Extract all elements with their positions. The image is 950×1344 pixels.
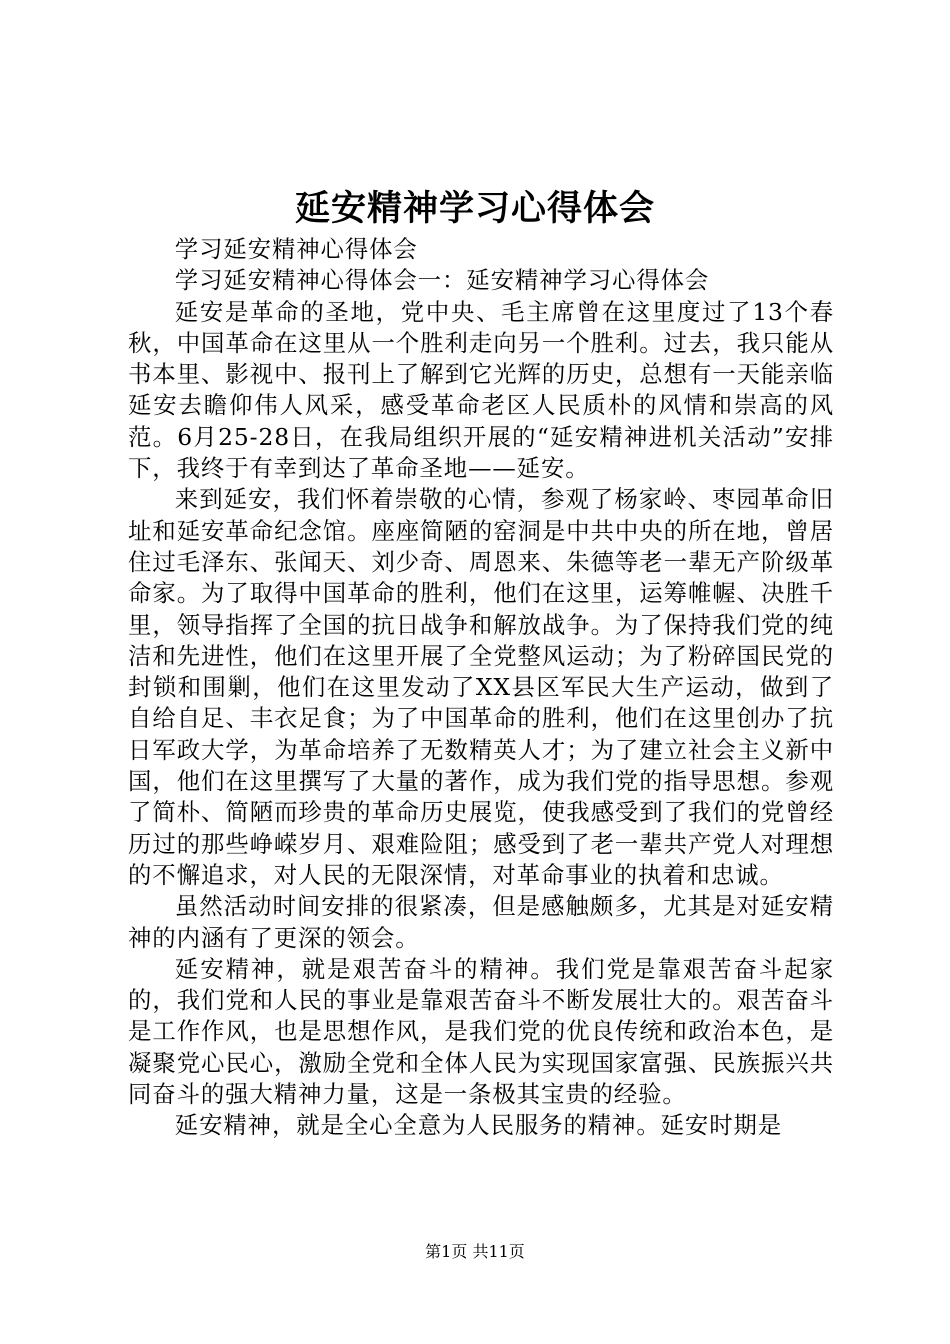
subtitle-paragraph: 学习延安精神心得体会 [174,235,418,263]
body-paragraph: 延安精神，就是艰苦奋斗的精神。我们党是靠艰苦奋斗起家的，我们党和人民的事业是靠艰苦奋斗不断发展壮大的。艰苦奋斗是工作作风，也是思想作风，是我们党的优良传统和政治本色，是凝聚党心民心，激励全党和全体人民为实现国家富强、民族振兴共同奋斗的强大精神力量，这是一条极其宝贵的经验。 [128,954,834,1109]
document-body [128,234,834,1142]
body-paragraph: 延安精神，就是全心全意为人民服务的精神。延安时期是 [174,1111,783,1140]
body-paragraph: 来到延安，我们怀着崇敬的心情，参观了杨家岭、枣园革命旧址和延安革命纪念馆。座座简陋的窑洞是中共中央的所在地，曾居住过毛泽东、张闻天、刘少奇、周恩来、朱德等老一辈无产阶级革命家。为了取得中国革命的胜利，他们在这里，运筹帷幄、决胜千里，领导指挥了全国的抗日战争和解放战争。为了保持我们党的纯洁和先进性，他们在这里开展了全党整风运动；为了粉碎国民党的封锁和围剿，他们在这里发动了XX县区军民大生产运动，做到了自给自足、丰衣足食；为了中国革命的胜利，他们在这里创办了抗日军政大学，为革命培养了无数精英人才；为了建立社会主义新中国，他们在这里撰写了大量的著作，成为我们党的指导思想。参观了简朴、简陋而珍贵的革命历史展览，使我感受到了我们的党曾经历过的那些峥嵘岁月、艰难险阻；感受到了老一辈共产党人对理想的不懈追求，对人民的无限深情，对革命事业的执着和忠诚。 [128,485,834,889]
page-number-footer: 第1页 共11页 [425,1242,525,1261]
body-paragraph: 虽然活动时间安排的很紧凑，但是感触颇多，尤其是对延安精神的内涵有了更深的领会。 [128,892,834,952]
section-heading-paragraph: 学习延安精神心得体会一：延安精神学习心得体会 [174,266,710,295]
page-title: 延安精神学习心得体会 [294,188,655,229]
body-paragraph: 延安是革命的圣地，党中央、毛主席曾在这里度过了13个春秋，中国革命在这里从一个胜利走向另一个胜利。过去，我只能从书本里、影视中、报刊上了解到它光辉的历史，总想有一天能亲临延安去瞻仰伟人风采，感受革命老区人民质朴的风情和崇高的风范。6月25-28日，在我局组织开展的“延安精神进机关活动”安排下，我终于有幸到达了革命圣地——延安。 [128,297,834,483]
